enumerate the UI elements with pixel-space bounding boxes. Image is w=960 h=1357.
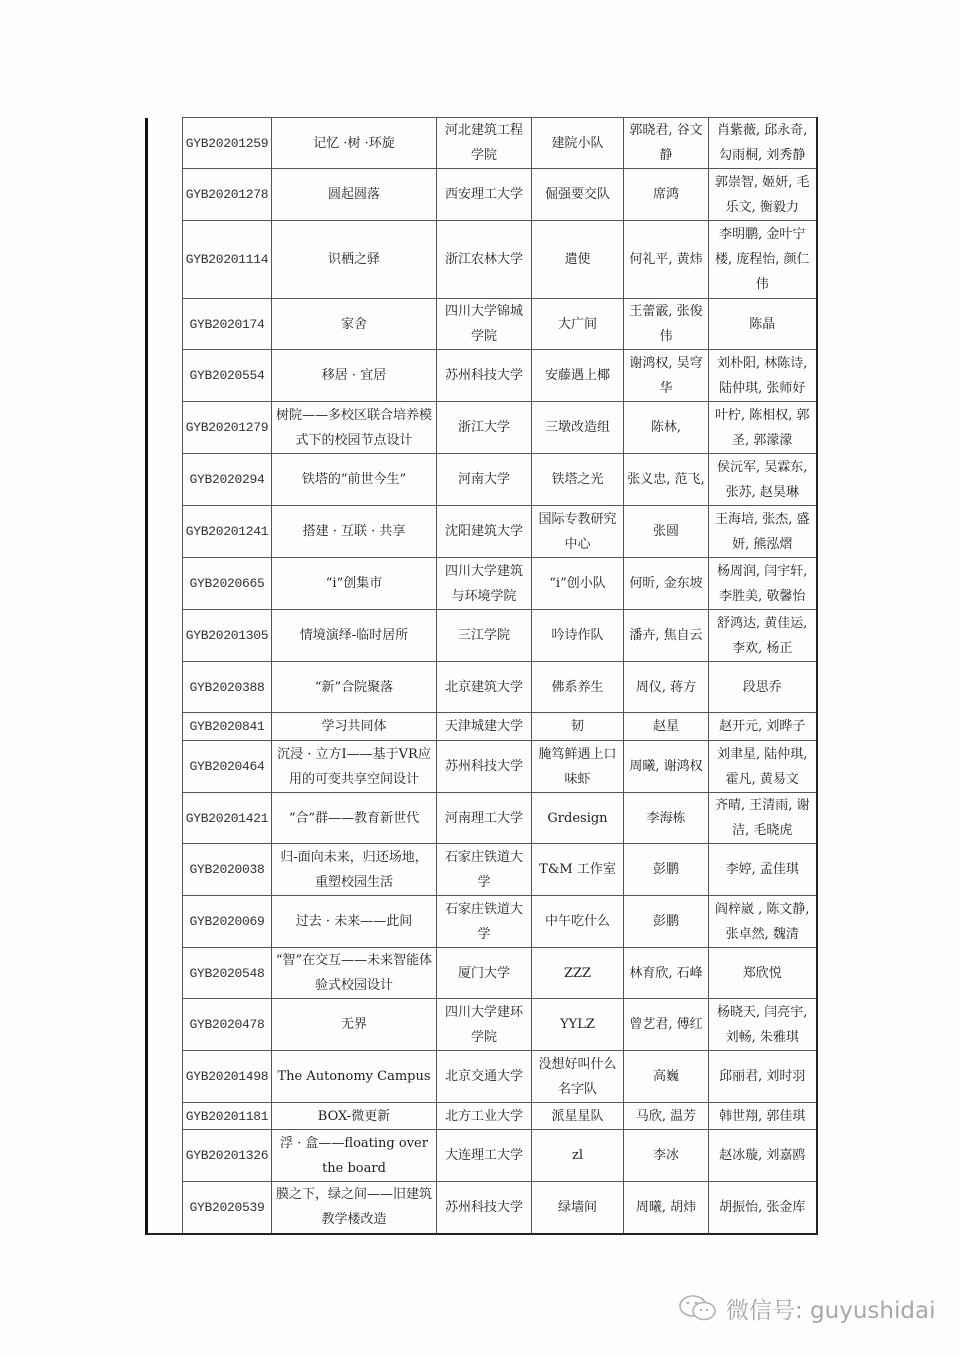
team-name-cell: 铁塔之光 xyxy=(532,454,624,506)
advisors-cell: 林育欣, 石峰 xyxy=(624,948,709,999)
table-row xyxy=(147,896,817,948)
watermark xyxy=(676,1290,935,1326)
team-name-cell: 腌笃鲜遇上口味虾 xyxy=(532,741,624,793)
school-cell: 西安理工大学 xyxy=(437,169,532,221)
project-id-cell: GYB2020038 xyxy=(183,844,272,896)
project-title-cell: 学习共同体 xyxy=(272,713,437,741)
school-cell: 苏州科技大学 xyxy=(437,741,532,793)
members-cell: 杨晓天, 闫亮宇, 刘畅, 朱雅琪 xyxy=(709,999,817,1051)
school-cell: 天津城建大学 xyxy=(437,713,532,741)
project-title-cell: 沉浸 · 立方Ⅰ——基于VR应用的可变共享空间设计 xyxy=(272,741,437,793)
margin-cell xyxy=(147,741,183,793)
project-title-cell: 记忆 ·树 ·环旋 xyxy=(272,118,437,169)
table-body xyxy=(147,118,817,1234)
project-id-cell: GYB2020841 xyxy=(183,713,272,741)
margin-cell xyxy=(147,506,183,558)
margin-cell xyxy=(147,1182,183,1234)
team-name-cell: 遣使 xyxy=(532,221,624,299)
table-row xyxy=(147,713,817,741)
project-id-cell: GYB20201114 xyxy=(183,221,272,299)
advisors-cell: 张义忠, 范飞, xyxy=(624,454,709,506)
table-row xyxy=(147,662,817,713)
margin-cell xyxy=(147,402,183,454)
margin-cell xyxy=(147,454,183,506)
team-name-cell: YYLZ xyxy=(532,999,624,1051)
school-cell: 河南理工大学 xyxy=(437,793,532,844)
margin-cell xyxy=(147,299,183,350)
members-cell: 陈晶 xyxy=(709,299,817,350)
project-title-cell: 搭建 · 互联 · 共享 xyxy=(272,506,437,558)
project-title-cell: “智”在交互——未来智能体验式校园设计 xyxy=(272,948,437,999)
table-row xyxy=(147,454,817,506)
project-id-cell: GYB20201278 xyxy=(183,169,272,221)
members-cell: 刘朴阳, 林陈诗, 陆仲琪, 张师好 xyxy=(709,350,817,402)
margin-cell xyxy=(147,999,183,1051)
team-name-cell: 中午吃什么 xyxy=(532,896,624,948)
project-title-cell: 圆起圆落 xyxy=(272,169,437,221)
project-title-cell: 归-面向未来，归还场地，重塑校园生活 xyxy=(272,844,437,896)
advisors-cell: 何礼平, 黄炜 xyxy=(624,221,709,299)
table-row xyxy=(147,1103,817,1130)
members-cell: 段思乔 xyxy=(709,662,817,713)
advisors-cell: 马欣, 温芳 xyxy=(624,1103,709,1130)
margin-cell xyxy=(147,221,183,299)
school-cell: 北京交通大学 xyxy=(437,1051,532,1103)
table-row xyxy=(147,118,817,169)
margin-cell xyxy=(147,350,183,402)
project-title-cell: 过去 · 未来——此间 xyxy=(272,896,437,948)
watermark-text: 微信号: guyushidai xyxy=(726,1297,936,1324)
school-cell: 苏州科技大学 xyxy=(437,1182,532,1234)
advisors-cell: 彭鹏 xyxy=(624,896,709,948)
members-cell: 韩世翔, 郭佳琪 xyxy=(709,1103,817,1130)
project-title-cell: The Autonomy Campus xyxy=(272,1051,437,1103)
project-id-cell: GYB2020554 xyxy=(183,350,272,402)
school-cell: 浙江大学 xyxy=(437,402,532,454)
school-cell: 沈阳建筑大学 xyxy=(437,506,532,558)
team-name-cell: “i”创小队 xyxy=(532,558,624,610)
project-title-cell: 铁塔的“前世今生” xyxy=(272,454,437,506)
project-title-cell: “合”群——教育新世代 xyxy=(272,793,437,844)
advisors-cell: 谢鸿权, 吴穹华 xyxy=(624,350,709,402)
project-id-cell: GYB20201421 xyxy=(183,793,272,844)
members-cell: 李婷, 孟佳琪 xyxy=(709,844,817,896)
members-cell: 胡振怡, 张金库 xyxy=(709,1182,817,1234)
project-id-cell: GYB2020174 xyxy=(183,299,272,350)
table-row xyxy=(147,1182,817,1234)
members-cell: 郑欣悦 xyxy=(709,948,817,999)
project-id-cell: GYB2020665 xyxy=(183,558,272,610)
table-row xyxy=(147,741,817,793)
members-cell: 王海培, 张杰, 盛妍, 熊泓熠 xyxy=(709,506,817,558)
members-cell: 叶柠, 陈相权, 郭圣, 郭濛濛 xyxy=(709,402,817,454)
advisors-cell: 张圆 xyxy=(624,506,709,558)
table-row xyxy=(147,1051,817,1103)
school-cell: 四川大学锦城学院 xyxy=(437,299,532,350)
table-row xyxy=(147,350,817,402)
advisors-cell: 潘卉, 焦自云 xyxy=(624,610,709,662)
advisors-cell: 陈林, xyxy=(624,402,709,454)
margin-cell xyxy=(147,793,183,844)
members-cell: 肖紫薇, 邱永奇, 勾雨桐, 刘秀静 xyxy=(709,118,817,169)
advisors-cell: 曾艺君, 傅红 xyxy=(624,999,709,1051)
table-row xyxy=(147,844,817,896)
team-name-cell: 倔强要交队 xyxy=(532,169,624,221)
advisors-cell: 赵星 xyxy=(624,713,709,741)
project-id-cell: GYB20201181 xyxy=(183,1103,272,1130)
members-cell: 齐晴, 王清雨, 谢洁, 毛晓虎 xyxy=(709,793,817,844)
team-name-cell: 吟诗作队 xyxy=(532,610,624,662)
project-id-cell: GYB20201498 xyxy=(183,1051,272,1103)
team-name-cell: 安藤遇上椰 xyxy=(532,350,624,402)
school-cell: 北京建筑大学 xyxy=(437,662,532,713)
project-title-cell: 无界 xyxy=(272,999,437,1051)
table-row xyxy=(147,299,817,350)
award-roster-table xyxy=(145,117,818,1235)
project-title-cell: 家舍 xyxy=(272,299,437,350)
members-cell: 李明鹏, 金叶宁楼, 庞程怡, 颜仁伟 xyxy=(709,221,817,299)
team-name-cell: 没想好叫什么名字队 xyxy=(532,1051,624,1103)
members-cell: 赵冰璇, 刘嘉鸥 xyxy=(709,1130,817,1182)
table-row xyxy=(147,221,817,299)
members-cell: 赵开元, 刘晔子 xyxy=(709,713,817,741)
table-row xyxy=(147,169,817,221)
margin-cell xyxy=(147,713,183,741)
margin-cell xyxy=(147,610,183,662)
school-cell: 河南大学 xyxy=(437,454,532,506)
project-title-cell: BOX-微更新 xyxy=(272,1103,437,1130)
project-title-cell: “新”合院聚落 xyxy=(272,662,437,713)
project-title-cell: 移居 · 宜居 xyxy=(272,350,437,402)
project-title-cell: 树院——多校区联合培养模式下的校园节点设计 xyxy=(272,402,437,454)
members-cell: 舒鸿达, 黄佳运, 李欢, 杨正 xyxy=(709,610,817,662)
table-row xyxy=(147,793,817,844)
wechat-icon xyxy=(676,1293,720,1323)
school-cell: 厦门大学 xyxy=(437,948,532,999)
project-title-cell: “i”创集市 xyxy=(272,558,437,610)
project-id-cell: GYB2020388 xyxy=(183,662,272,713)
members-cell: 侯沅军, 吴霖东, 张苏, 赵昊琳 xyxy=(709,454,817,506)
school-cell: 三江学院 xyxy=(437,610,532,662)
members-cell: 刘聿星, 陆仲琪, 霍凡, 黄易文 xyxy=(709,741,817,793)
advisors-cell: 高巍 xyxy=(624,1051,709,1103)
table-row xyxy=(147,999,817,1051)
project-id-cell: GYB2020539 xyxy=(183,1182,272,1234)
team-name-cell: ZZZ xyxy=(532,948,624,999)
school-cell: 四川大学建环学院 xyxy=(437,999,532,1051)
project-id-cell: GYB2020478 xyxy=(183,999,272,1051)
margin-cell xyxy=(147,169,183,221)
table-row xyxy=(147,1130,817,1182)
project-id-cell: GYB20201279 xyxy=(183,402,272,454)
margin-cell xyxy=(147,1103,183,1130)
project-id-cell: GYB2020294 xyxy=(183,454,272,506)
advisors-cell: 周曦, 胡炜 xyxy=(624,1182,709,1234)
project-title-cell: 膜之下，绿之间——旧建筑教学楼改造 xyxy=(272,1182,437,1234)
advisors-cell: 周仪, 蒋方 xyxy=(624,662,709,713)
team-name-cell: 三墩改造组 xyxy=(532,402,624,454)
margin-cell xyxy=(147,1051,183,1103)
team-name-cell: 建院小队 xyxy=(532,118,624,169)
members-cell: 杨周润, 闫宇轩, 李胜美, 敬馨怡 xyxy=(709,558,817,610)
margin-cell xyxy=(147,948,183,999)
margin-cell xyxy=(147,844,183,896)
project-id-cell: GYB2020464 xyxy=(183,741,272,793)
project-id-cell: GYB20201326 xyxy=(183,1130,272,1182)
school-cell: 北方工业大学 xyxy=(437,1103,532,1130)
team-name-cell: T&M 工作室 xyxy=(532,844,624,896)
project-id-cell: GYB20201259 xyxy=(183,118,272,169)
school-cell: 石家庄铁道大学 xyxy=(437,844,532,896)
table-row xyxy=(147,948,817,999)
project-title-cell: 情境演绎-临时居所 xyxy=(272,610,437,662)
table-row xyxy=(147,558,817,610)
team-name-cell: zl xyxy=(532,1130,624,1182)
margin-cell xyxy=(147,118,183,169)
advisors-cell: 李冰 xyxy=(624,1130,709,1182)
margin-cell xyxy=(147,1130,183,1182)
project-id-cell: GYB20201305 xyxy=(183,610,272,662)
margin-cell xyxy=(147,558,183,610)
table-row xyxy=(147,506,817,558)
advisors-cell: 李海栋 xyxy=(624,793,709,844)
school-cell: 河北建筑工程学院 xyxy=(437,118,532,169)
table-row xyxy=(147,610,817,662)
school-cell: 石家庄铁道大学 xyxy=(437,896,532,948)
advisors-cell: 周曦, 谢鸿权 xyxy=(624,741,709,793)
school-cell: 大连理工大学 xyxy=(437,1130,532,1182)
school-cell: 四川大学建筑与环境学院 xyxy=(437,558,532,610)
members-cell: 阎梓崴 , 陈文静, 张卓然, 魏清 xyxy=(709,896,817,948)
school-cell: 浙江农林大学 xyxy=(437,221,532,299)
advisors-cell: 王蕾霰, 张俊伟 xyxy=(624,299,709,350)
team-name-cell: 大广间 xyxy=(532,299,624,350)
project-title-cell: 浮 · 盒——floating over the board xyxy=(272,1130,437,1182)
team-name-cell: Grdesign xyxy=(532,793,624,844)
school-cell: 苏州科技大学 xyxy=(437,350,532,402)
members-cell: 邱丽君, 刘时羽 xyxy=(709,1051,817,1103)
members-cell: 郭崇智, 姬妍, 毛乐文, 衡毅力 xyxy=(709,169,817,221)
project-id-cell: GYB20201241 xyxy=(183,506,272,558)
project-id-cell: GYB2020069 xyxy=(183,896,272,948)
table-row xyxy=(147,402,817,454)
team-name-cell: 韧 xyxy=(532,713,624,741)
margin-cell xyxy=(147,896,183,948)
project-title-cell: 识栖之驿 xyxy=(272,221,437,299)
team-name-cell: 国际专教研究中心 xyxy=(532,506,624,558)
advisors-cell: 郭晓君, 谷文静 xyxy=(624,118,709,169)
team-name-cell: 佛系养生 xyxy=(532,662,624,713)
advisors-cell: 彭鹏 xyxy=(624,844,709,896)
team-name-cell: 派星星队 xyxy=(532,1103,624,1130)
project-id-cell: GYB2020548 xyxy=(183,948,272,999)
margin-cell xyxy=(147,662,183,713)
advisors-cell: 何昕, 金东坡 xyxy=(624,558,709,610)
advisors-cell: 席鸿 xyxy=(624,169,709,221)
team-name-cell: 绿墙间 xyxy=(532,1182,624,1234)
